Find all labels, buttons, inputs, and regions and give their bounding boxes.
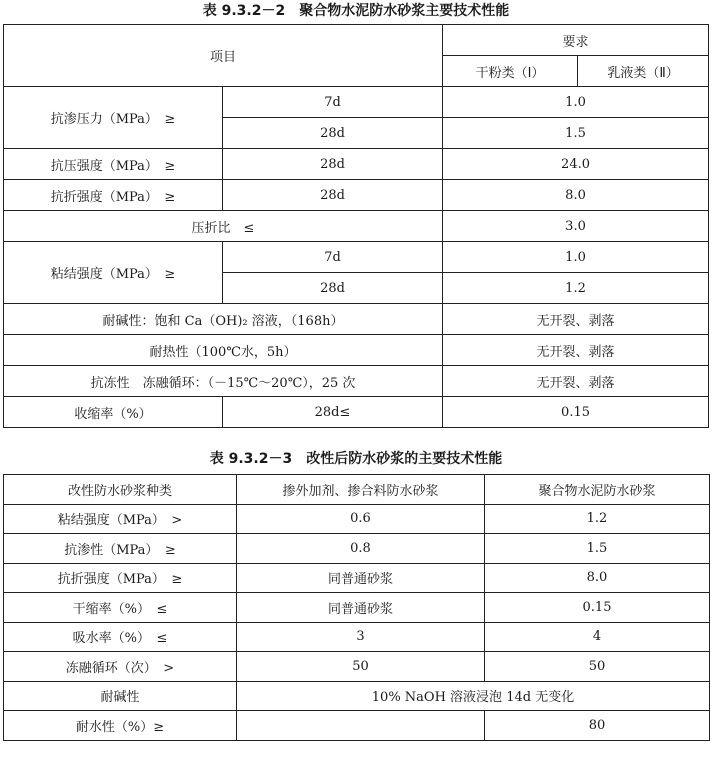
table-row (4, 711, 710, 741)
row-sub: 7d (223, 87, 443, 118)
table-row (4, 681, 710, 711)
row-value: 1.2 (485, 504, 710, 534)
row-value: 8.0 (443, 180, 709, 211)
header-type1: 干粉类（Ⅰ） (443, 56, 578, 87)
row-label: 耐热性（100℃水，5h） (4, 335, 443, 366)
row-value (237, 711, 485, 741)
table-row (4, 87, 709, 118)
row-sub: 28d (223, 118, 443, 149)
table-row (4, 149, 709, 180)
row-value: 1.5 (485, 534, 710, 564)
table-row (4, 211, 709, 242)
header-col2: 聚合物水泥防水砂浆 (485, 475, 710, 505)
row-value: 同普通砂浆 (237, 563, 485, 593)
table-row (4, 397, 709, 428)
table-row (4, 593, 710, 623)
table-row (4, 504, 710, 534)
table-row (4, 242, 709, 273)
header-kind: 改性防水砂浆种类 (4, 475, 237, 505)
row-value: 1.0 (443, 87, 709, 118)
row-value: 无开裂、剥落 (443, 304, 709, 335)
row-sub: 7d (223, 242, 443, 273)
row-value: 3 (237, 622, 485, 652)
header-requirement: 要求 (443, 25, 709, 56)
table-row (4, 652, 710, 682)
row-label: 收缩率（%） (4, 397, 223, 428)
table1-title: 表 9.3.2－2 聚合物水泥防水砂浆主要技术性能 (202, 3, 510, 19)
table-row (4, 304, 709, 335)
row-sub: 28d (223, 180, 443, 211)
row-value: 1.0 (443, 242, 709, 273)
row-label: 抗冻性 冻融循环：（－15℃～20℃），25 次 (4, 366, 443, 397)
modified-mortar-properties-table (3, 474, 710, 741)
row-label: 抗压强度（MPa） ≥ (4, 149, 223, 180)
row-value: 0.8 (237, 534, 485, 564)
polymer-mortar-properties-table (3, 24, 709, 428)
row-value: 80 (485, 711, 710, 741)
table-row (4, 180, 709, 211)
row-label: 干缩率（%） ≤ (4, 593, 237, 623)
row-label: 粘结强度（MPa） ≥ (4, 242, 223, 304)
row-value: 50 (237, 652, 485, 682)
row-value: 8.0 (485, 563, 710, 593)
row-label: 耐碱性 (4, 681, 237, 711)
table-row (4, 622, 710, 652)
row-sub: 28d (223, 273, 443, 304)
row-label: 粘结强度（MPa） > (4, 504, 237, 534)
row-label: 抗渗压力（MPa） ≥ (4, 87, 223, 149)
table-row (4, 534, 710, 564)
row-label: 抗折强度（MPa） ≥ (4, 563, 237, 593)
table-row (4, 563, 710, 593)
row-value: 无开裂、剥落 (443, 335, 709, 366)
row-label: 压折比 ≤ (4, 211, 443, 242)
row-label: 耐水性（%）≥ (4, 711, 237, 741)
row-value: 50 (485, 652, 710, 682)
row-label: 耐碱性：饱和 Ca（OH)₂ 溶液，（168h） (4, 304, 443, 335)
row-value: 1.2 (443, 273, 709, 304)
row-label: 冻融循环（次） > (4, 652, 237, 682)
header-type2: 乳液类（Ⅱ） (578, 56, 709, 87)
row-value: 无开裂、剥落 (443, 366, 709, 397)
row-sub: 28d≤ (223, 397, 443, 428)
row-sub: 28d (223, 149, 443, 180)
row-value: 0.15 (443, 397, 709, 428)
table-row (4, 335, 709, 366)
row-label: 抗折强度（MPa） ≥ (4, 180, 223, 211)
row-value: 0.15 (485, 593, 710, 623)
row-label: 抗渗性（MPa） ≥ (4, 534, 237, 564)
table-row (4, 366, 709, 397)
row-value: 3.0 (443, 211, 709, 242)
header-item: 项目 (4, 25, 443, 87)
header-col1: 掺外加剂、掺合料防水砂浆 (237, 475, 485, 505)
row-value: 24.0 (443, 149, 709, 180)
row-value: 同普通砂浆 (237, 593, 485, 623)
row-value-merged: 10% NaOH 溶液浸泡 14d 无变化 (237, 681, 710, 711)
row-value: 1.5 (443, 118, 709, 149)
row-value: 0.6 (237, 504, 485, 534)
row-value: 4 (485, 622, 710, 652)
table2-title: 表 9.3.2－3 改性后防水砂浆的主要技术性能 (209, 451, 503, 467)
row-label: 吸水率（%） ≤ (4, 622, 237, 652)
